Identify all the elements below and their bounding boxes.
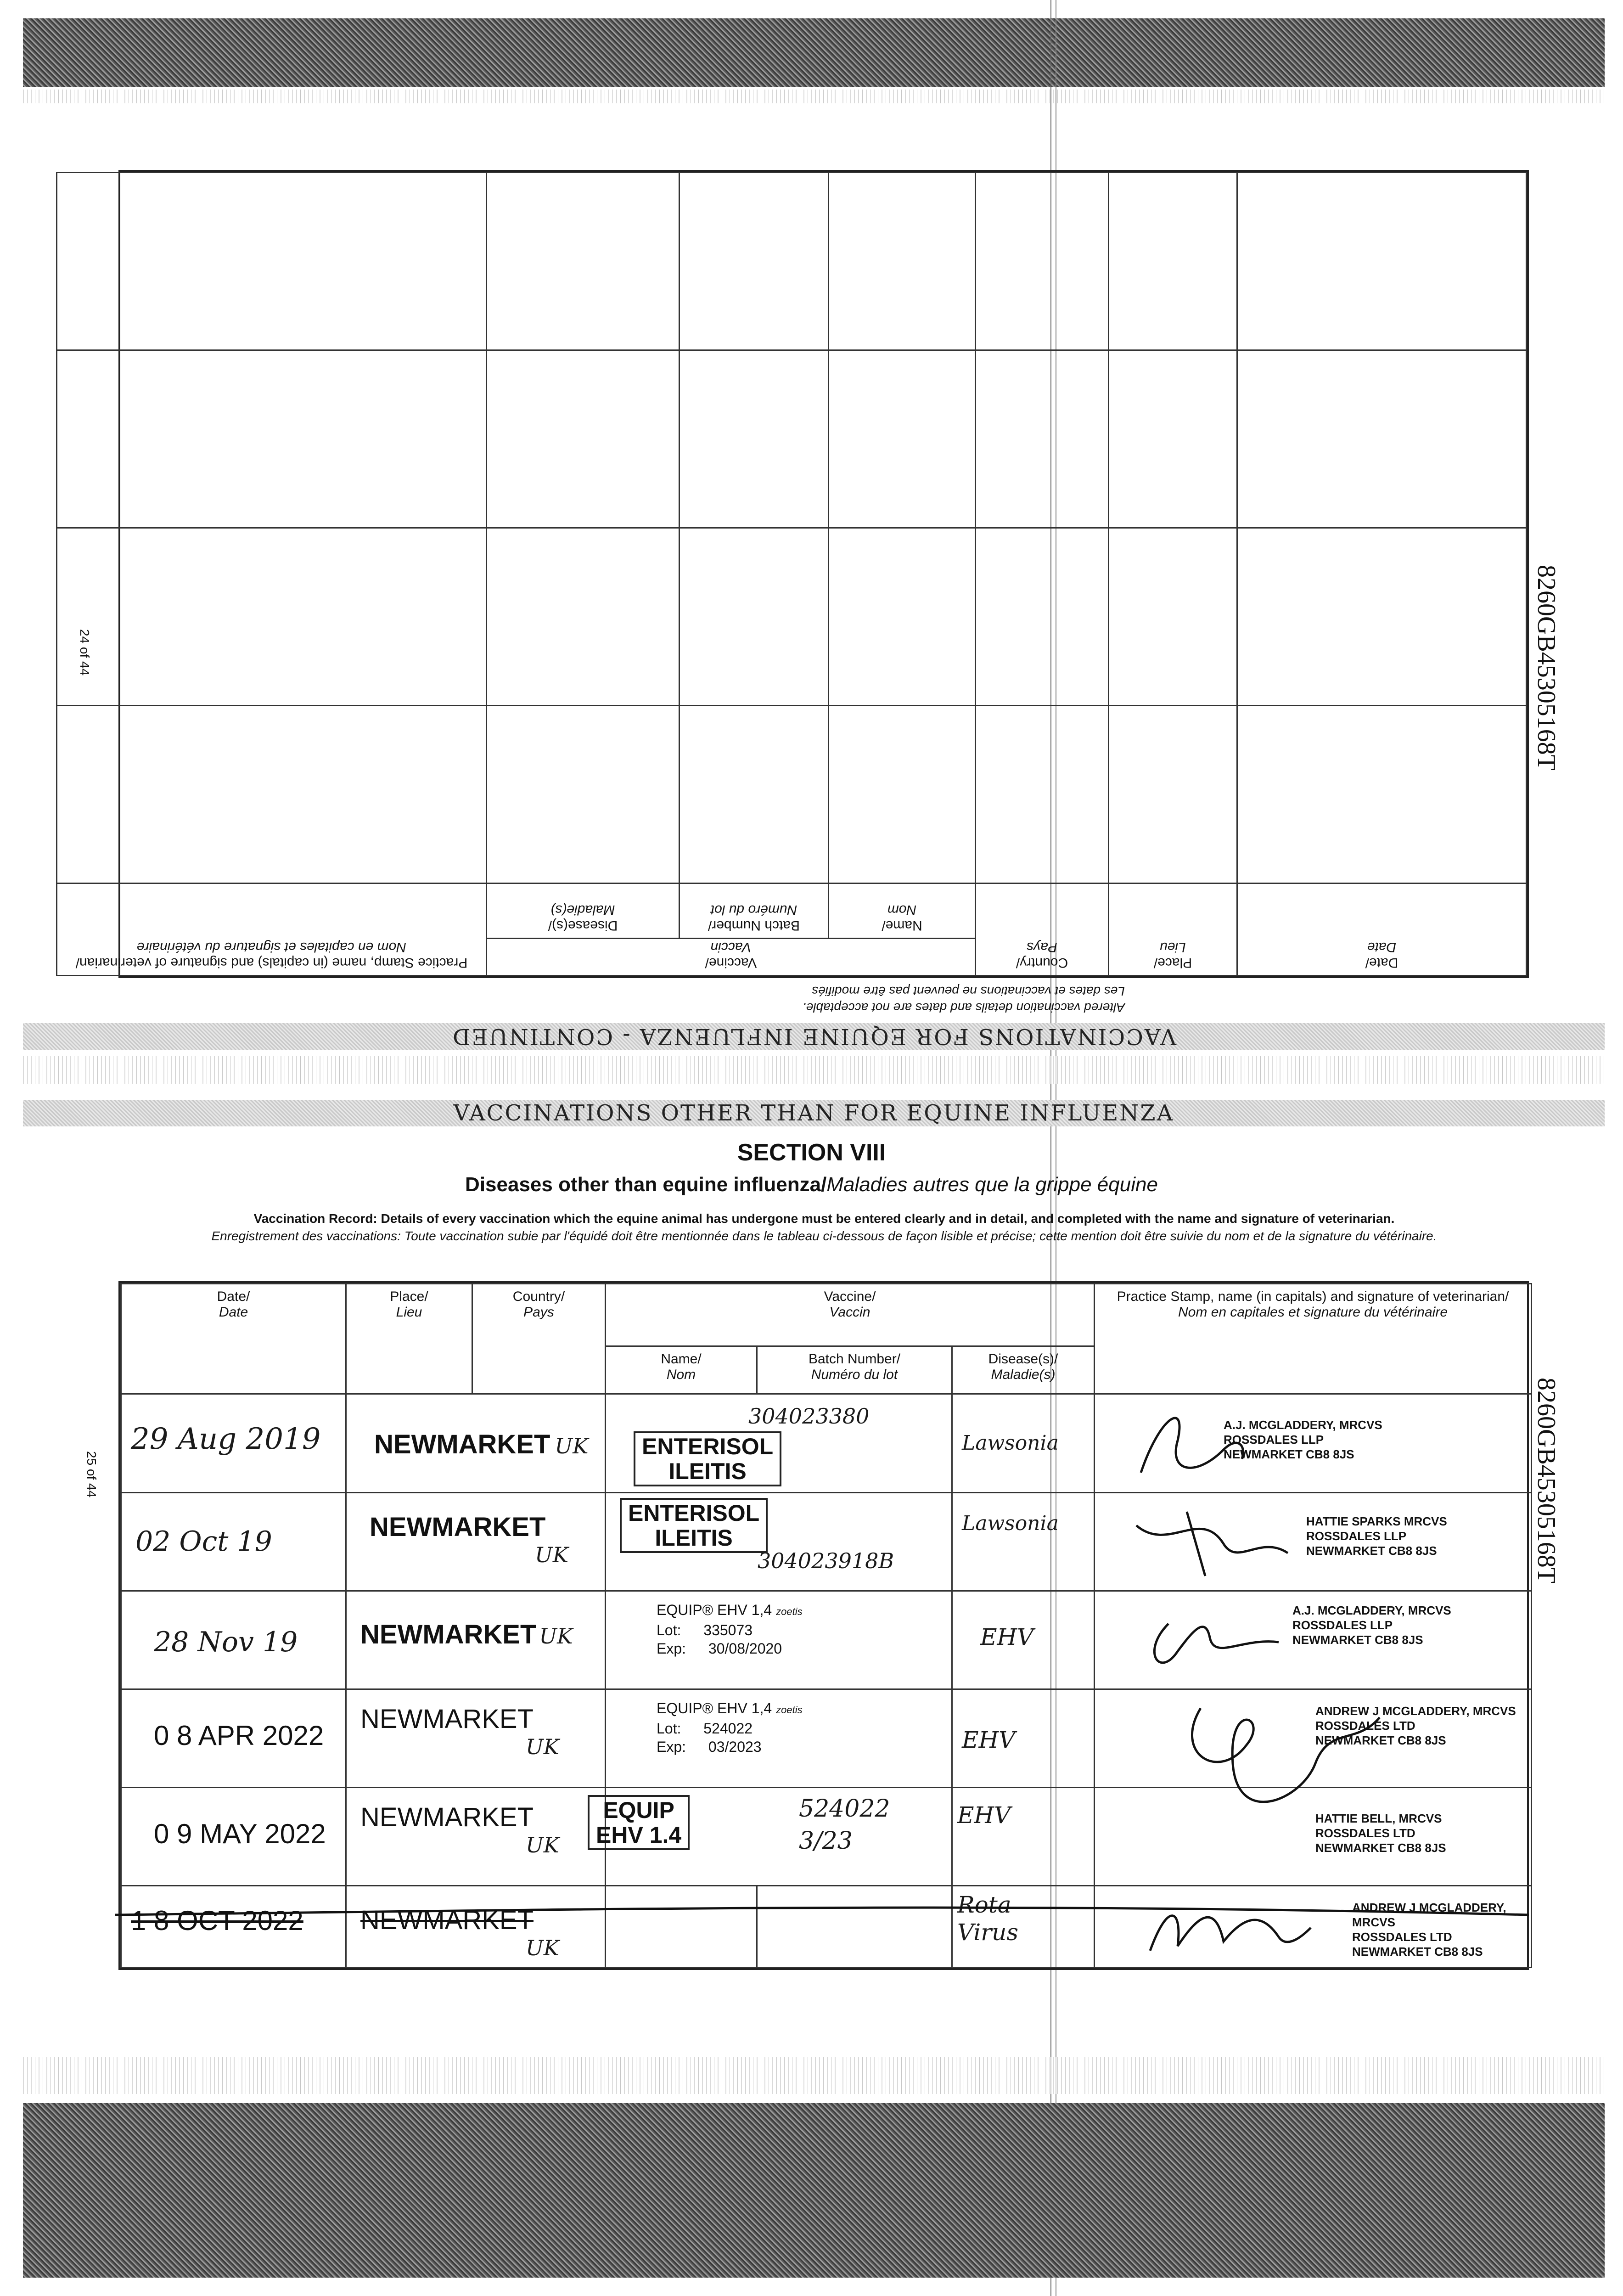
section-title: SECTION VIII (737, 1139, 886, 1166)
table-row (121, 1394, 1532, 1492)
table-row (56, 528, 1526, 706)
table-row (121, 1788, 1532, 1886)
page-number-bottom: 25 of 44 (84, 1451, 99, 1498)
header-country: Country/ Pays (472, 1284, 606, 1394)
top-header-country: Country/ Pays (976, 884, 1109, 976)
vaccine-name: EQUIP® EHV 1,4 zoetis (657, 1699, 803, 1716)
scan-band-bottom (23, 2103, 1605, 2278)
vet-stamp-line2: ROSSDALES LLP (1306, 1529, 1407, 1543)
top-header-batch: Batch Number/ Numéro du lot (680, 884, 829, 939)
passport-id-bottom: 8260GB45305168T (1532, 1378, 1561, 1583)
row-batch: 524022 3/23 (799, 1795, 890, 1855)
vaccine-name: EQUIP® EHV 1,4 zoetis (657, 1601, 803, 1618)
table-row (56, 350, 1526, 528)
passport-id-top: 8260GB45305168T (1532, 565, 1561, 771)
record-fr-label: Enregistrement des vaccinations: (211, 1229, 401, 1243)
vet-stamp-line2: ROSSDALES LTD (1352, 1930, 1452, 1944)
row-disease: Lawsonia (962, 1511, 1059, 1535)
bottom-vaccination-table (118, 1281, 1529, 1970)
scan-noise-top (23, 90, 1605, 103)
top-header-vaccine: Vaccine/ Vaccin (486, 939, 975, 976)
top-header-stamp: Practice Stamp, name (in capitals) and signature of veterinarian/ Nom en capitales et signature du vétérinaire (56, 884, 486, 976)
top-header-name: Name/ Nom (829, 884, 976, 939)
vet-stamp-line1: A.J. MCGLADDERY, MRCVS (1224, 1418, 1382, 1432)
row-date: 1 8 OCT 2022 (131, 1905, 303, 1936)
header-batch: Batch Number/ Numéro du lot (757, 1346, 952, 1394)
vaccine-name-stamp: ENTERISOL ILEITIS (620, 1498, 768, 1553)
row-date: 0 9 MAY 2022 (154, 1818, 326, 1850)
record-label: Vaccination Record: (253, 1211, 377, 1226)
top-header-disease: Disease(s)/ Maladie(s) (486, 884, 679, 939)
vet-stamp-line1: A.J. MCGLADDERY, MRCVS (1292, 1603, 1451, 1617)
row-date: 29 Aug 2019 (131, 1422, 321, 1457)
scan-noise-bottom (23, 2057, 1605, 2094)
table-row (56, 173, 1526, 350)
signature (1132, 1399, 1251, 1482)
table-row (121, 1591, 1532, 1689)
row-batch: 304023918B (758, 1548, 894, 1573)
vaccine-name-stamp: ENTERISOL ILEITIS (634, 1431, 781, 1486)
table-row (121, 1689, 1532, 1787)
top-header-date: Date/ Date (1237, 884, 1527, 976)
row-disease: EHV (980, 1623, 1034, 1650)
record-text: Details of every vaccination which the equine animal has undergone must be entered clearly and in detail, and completed with the name and signature of veterinarian. (381, 1211, 1395, 1226)
page-number-top: 24 of 44 (78, 629, 92, 676)
vet-stamp-line3: NEWMARKET CB8 8JS (1315, 1841, 1446, 1855)
row-disease: Lawsonia (962, 1431, 1059, 1455)
vet-stamp-line2: ROSSDALES LTD (1315, 1718, 1415, 1733)
row-place: NEWMARKET (360, 1704, 534, 1734)
vaccine-name-stamp: EQUIP EHV 1.4 (588, 1795, 690, 1850)
row-place: NEWMARKET (370, 1512, 546, 1542)
top-table-header (56, 939, 1526, 976)
vet-stamp-line3: NEWMARKET CB8 8JS (1352, 1945, 1483, 1959)
table-row (121, 1492, 1532, 1591)
row-country: UK (555, 1434, 589, 1459)
top-notice (574, 983, 1125, 1016)
bottom-banner: VACCINATIONS OTHER THAN FOR EQUINE INFLUENZA (23, 1100, 1605, 1126)
vet-stamp-line1: ANDREW J MCGLADDERY, MRCVS (1352, 1901, 1506, 1930)
header-stamp: Practice Stamp, name (in capitals) and signature of veterinarian/ Nom en capitales et signature du vétérinaire (1095, 1284, 1532, 1394)
header-place: Place/ Lieu (346, 1284, 472, 1394)
top-header-place: Place/ Lieu (1109, 884, 1237, 976)
vaccine-exp: Exp: 03/2023 (657, 1738, 762, 1755)
row-date: 0 8 APR 2022 (154, 1720, 324, 1751)
header-vaccine: Vaccine/ Vaccin (606, 1284, 1095, 1346)
top-banner: VACCINATIONS FOR EQUINE INFLUENZA - CONTINUED (23, 1023, 1605, 1050)
vet-stamp-line1: HATTIE BELL, MRCVS (1315, 1812, 1442, 1826)
vaccine-lot: Lot: 524022 (657, 1720, 753, 1737)
record-fr-text: Toute vaccination subie par l'équidé doit être mentionnée dans le tableau ci-dessous de façon lisible et précise; cette mention doit être suivie du nom et de la signature du vétérinaire. (404, 1229, 1437, 1243)
row-batch: 304023380 (748, 1404, 870, 1429)
header-date: Date/ Date (121, 1284, 346, 1394)
vet-stamp-line3: NEWMARKET CB8 8JS (1224, 1447, 1354, 1462)
vet-stamp-line2: ROSSDALES LLP (1224, 1433, 1324, 1447)
vet-stamp-line3: NEWMARKET CB8 8JS (1292, 1632, 1423, 1647)
header-disease: Disease(s)/ Maladie(s) (952, 1346, 1095, 1394)
row-place: NEWMARKET (360, 1802, 534, 1833)
row-place: NEWMARKET (374, 1429, 550, 1460)
subtitle-fr: Maladies autres que la grippe équine (826, 1173, 1158, 1196)
strike-line (115, 1896, 1538, 1933)
vet-stamp-line3: NEWMARKET CB8 8JS (1315, 1733, 1446, 1747)
vaccine-exp: Exp: 30/08/2020 (657, 1640, 782, 1657)
vet-stamp-line1: ANDREW J MCGLADDERY, MRCVS (1315, 1704, 1516, 1718)
record-instructions (124, 1210, 1524, 1245)
top-notice-line2: Les dates et vaccinations ne peuvent pas être modifiés (812, 984, 1125, 998)
row-date: 28 Nov 19 (154, 1626, 298, 1658)
signature (1141, 1596, 1288, 1679)
top-notice-line1: Altered vaccination details and dates are not acceptable. (802, 1001, 1125, 1015)
row-country: UK (539, 1623, 573, 1649)
row-place: NEWMARKET (360, 1905, 534, 1936)
row-date: 02 Oct 19 (135, 1525, 272, 1558)
vet-stamp-line1: HATTIE SPARKS MRCVS (1306, 1514, 1447, 1528)
section-subtitle (0, 1173, 1623, 1196)
row-country: UK (535, 1542, 569, 1567)
row-disease: Rota Virus (957, 1891, 1018, 1946)
subtitle-en: Diseases other than equine influenza/ (465, 1173, 827, 1196)
vet-stamp-line3: NEWMARKET CB8 8JS (1306, 1543, 1437, 1558)
signature (1132, 1498, 1297, 1581)
row-country: UK (526, 1833, 560, 1858)
vet-stamp-line2: ROSSDALES LTD (1315, 1826, 1415, 1840)
vaccine-lot: Lot: 335073 (657, 1621, 753, 1638)
vet-stamp-line2: ROSSDALES LLP (1292, 1618, 1393, 1632)
row-disease: EHV (962, 1726, 1016, 1753)
row-country: UK (526, 1734, 560, 1759)
header-name: Name/ Nom (606, 1346, 757, 1394)
row-place: NEWMARKET (360, 1619, 537, 1649)
table-row (56, 706, 1526, 884)
row-disease: EHV (957, 1802, 1011, 1829)
scan-noise-mid (23, 1056, 1605, 1084)
row-country: UK (526, 1936, 560, 1961)
scan-band-top (23, 18, 1605, 87)
